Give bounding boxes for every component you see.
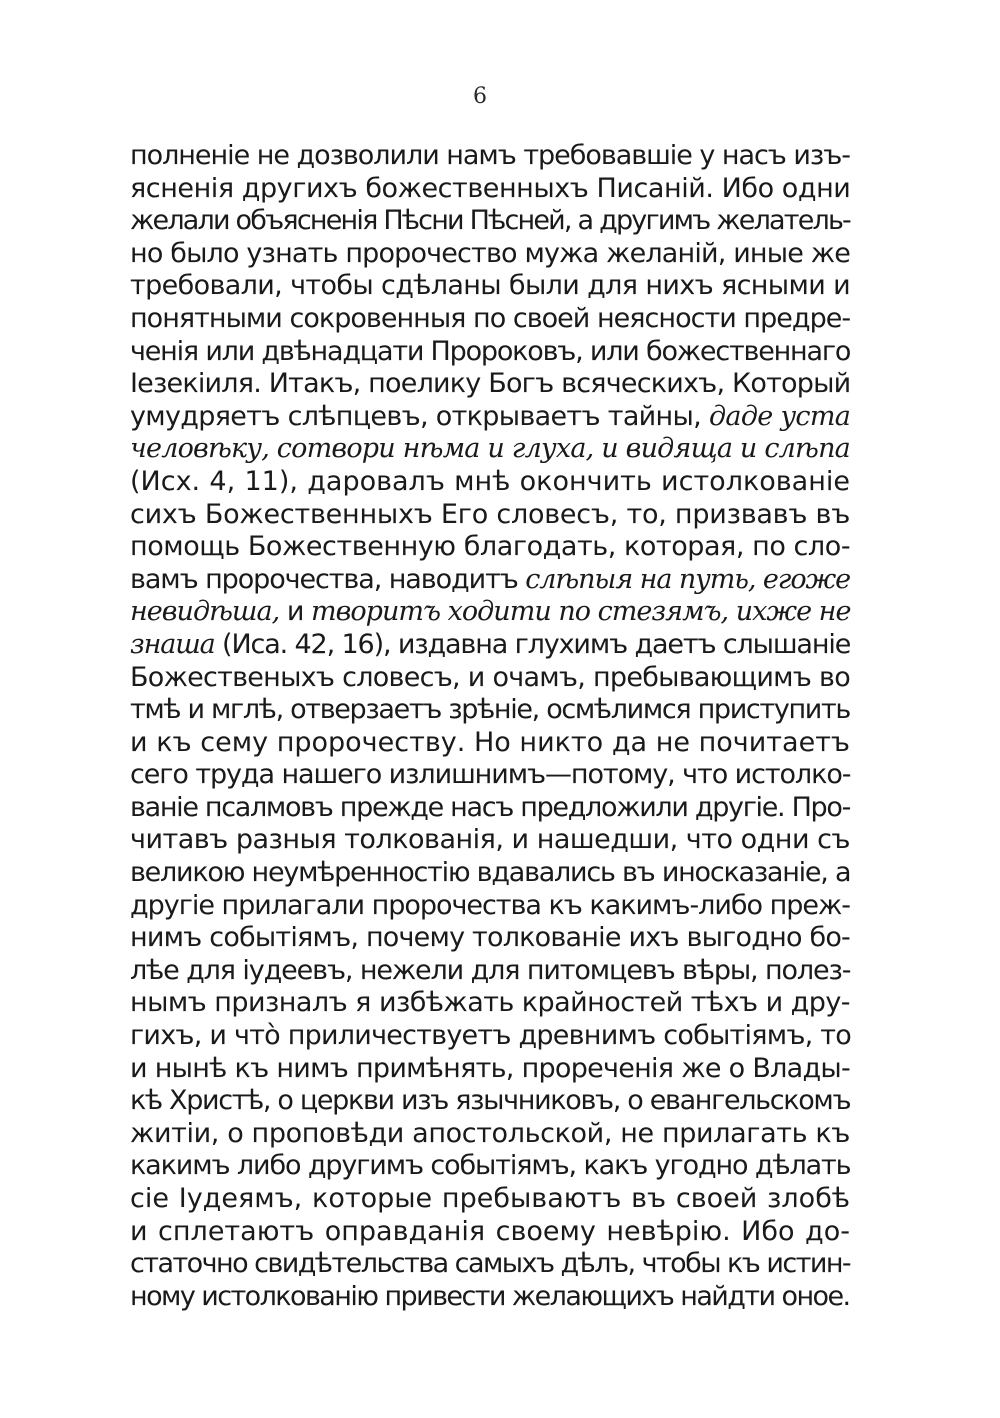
text-line xyxy=(130,401,850,434)
text-run: другіе прилагали пророчества къ какимъ-либо преж- xyxy=(130,889,850,921)
text-line xyxy=(130,173,850,206)
text-run: ясненія другихъ божественныхъ Писаній. Ибо одни xyxy=(130,172,851,204)
text-run: и сплетаютъ оправданія своему невѣрію. Ибо до- xyxy=(130,1215,850,1247)
text-line xyxy=(130,1020,850,1053)
text-run: ваніе псалмовъ прежде насъ предложили другіе. Про- xyxy=(130,791,850,823)
text-run: сихъ Божественныхъ Его словесъ, то, призвавъ въ xyxy=(130,498,851,530)
text-run: статочно свидѣтельства самыхъ дѣлъ, чтобы къ истин- xyxy=(130,1248,851,1280)
text-line xyxy=(130,238,850,271)
text-run: (Иса. 42, 16), издавна глухимъ даетъ слышаніе xyxy=(214,628,851,660)
text-run: и xyxy=(279,596,312,628)
text-run: и къ сему пророчеству. Но никто да не почитаетъ xyxy=(130,726,850,758)
text-line xyxy=(130,629,850,662)
text-run: нимъ событіямъ, почему толкованіе ихъ выгодно бо- xyxy=(130,922,850,954)
text-line xyxy=(130,824,850,857)
text-run: кѣ Христѣ, о церкви изъ язычниковъ, о евангельскомъ xyxy=(130,1085,851,1117)
text-run: понятными сокровенныя по своей неясности предре- xyxy=(130,302,851,334)
text-run: нымъ призналъ я избѣжать крайностей тѣхъ и дру- xyxy=(130,987,850,1019)
text-line xyxy=(130,1053,850,1086)
text-run: умудряетъ слѣпцевъ, открываетъ тайны, xyxy=(130,400,709,432)
text-line xyxy=(130,205,850,238)
text-line xyxy=(130,499,850,532)
text-line xyxy=(130,1150,850,1183)
text-line xyxy=(130,1183,850,1216)
page-number: 6 xyxy=(473,84,487,109)
text-run: лѣе для іудеевъ, нежели для питомцевъ вѣры, полез- xyxy=(130,954,851,986)
text-line xyxy=(130,368,850,401)
italic-quote: творитъ ходити по стезямъ, ихже не xyxy=(311,596,851,628)
text-run: но было узнать пророчество мужа желаній, иные же xyxy=(130,237,851,269)
text-line xyxy=(130,531,850,564)
text-line xyxy=(130,922,850,955)
text-run: полненіе не дозволили намъ требовавшіе у насъ изъ- xyxy=(130,140,850,171)
body-text xyxy=(130,140,850,1313)
italic-quote: человѣку, сотвори нѣма и глуха, и видяща и слѣпа xyxy=(130,433,850,465)
text-run: желали объясненія Пѣсни Пѣсней, а другимъ желатель- xyxy=(130,205,850,237)
text-run: (Исх. 4, 11), даровалъ мнѣ окончить истолкованіе xyxy=(130,465,850,497)
text-line xyxy=(130,987,850,1020)
text-line xyxy=(130,596,850,629)
text-line xyxy=(130,955,850,988)
text-line xyxy=(130,1085,850,1118)
text-run: ченія или двѣнадцати Пророковъ, или божественнаго xyxy=(130,335,851,367)
text-line xyxy=(130,759,850,792)
italic-quote: слѣпыя на путь, егоже xyxy=(525,563,850,595)
text-line xyxy=(130,792,850,825)
text-run: требовали, чтобы сдѣланы были для нихъ ясными и xyxy=(130,270,850,302)
text-line xyxy=(130,694,850,727)
italic-quote: невидѣша, xyxy=(130,596,280,628)
text-run: сіе Іудеямъ, которые пребываютъ въ своей злобѣ xyxy=(130,1183,850,1214)
text-line xyxy=(130,662,850,695)
text-line xyxy=(130,1118,850,1151)
text-line xyxy=(130,466,850,499)
text-line xyxy=(130,727,850,760)
text-line xyxy=(130,1248,850,1281)
italic-quote: даде уста xyxy=(708,400,851,432)
text-run: и нынѣ къ нимъ примѣнять, прореченія же о Влады- xyxy=(130,1052,850,1084)
text-run: гихъ, и что̀ приличествуетъ древнимъ событіямъ, то xyxy=(130,1020,852,1052)
text-line xyxy=(130,1281,850,1314)
text-line xyxy=(130,433,850,466)
text-run: великою неумѣренностію вдавались въ иносказаніе, а xyxy=(130,857,851,889)
text-run: вамъ пророчества, наводитъ xyxy=(130,563,526,595)
text-run: сего труда нашего излишнимъ—потому, что истолко- xyxy=(130,759,851,791)
text-line xyxy=(130,890,850,923)
text-line xyxy=(130,857,850,890)
italic-quote: знаша xyxy=(130,628,215,660)
text-run: помощь Божественную благодать, которая, по сло- xyxy=(130,531,851,563)
text-run: житіи, о проповѣди апостольской, не прилагать къ xyxy=(130,1117,850,1149)
text-run: какимъ либо другимъ событіямъ, какъ угодно дѣлать xyxy=(130,1150,851,1182)
text-line xyxy=(130,564,850,597)
text-line xyxy=(130,140,850,173)
text-line xyxy=(130,336,850,369)
text-line xyxy=(130,270,850,303)
text-run: читавъ разныя толкованія, и нашедши, что одни съ xyxy=(130,824,850,856)
text-line xyxy=(130,1216,850,1249)
text-run: ному истолкованію привести желающихъ найдти оное. xyxy=(130,1280,850,1312)
text-run: тмѣ и мглѣ, отверзаетъ зрѣніе, осмѣлимся приступить xyxy=(130,694,850,726)
text-line xyxy=(130,303,850,336)
text-run: Іезекіиля. Итакъ, поелику Богъ всяческихъ, Который xyxy=(130,368,851,400)
text-run: Божественыхъ словесъ, и очамъ, пребывающимъ во xyxy=(130,661,850,693)
